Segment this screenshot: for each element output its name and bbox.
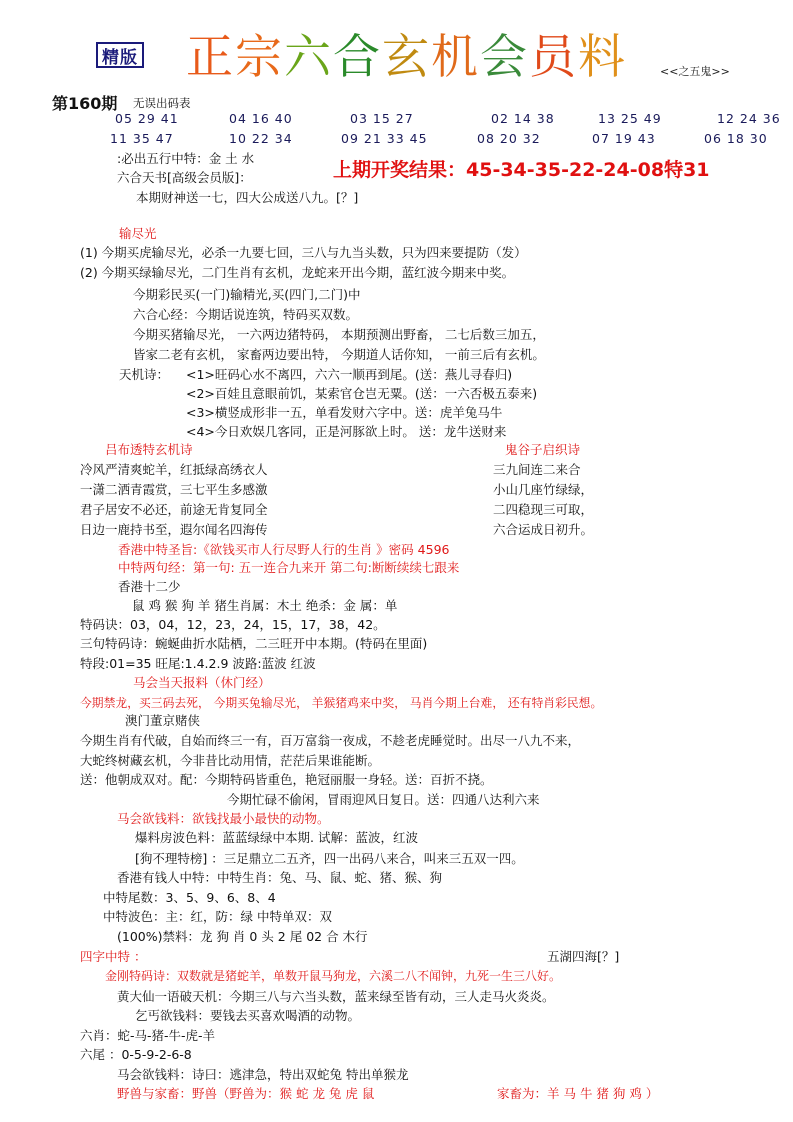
grid-cell: 09 21 33 45 (341, 131, 428, 146)
text-line: (1) 今期买虎输尽光，必杀一九要七回，三八与九当头数，只为四来要提防（发） (80, 245, 527, 260)
grid-cell: 05 29 41 (115, 111, 179, 126)
section-heading: 输尽光 (119, 226, 157, 241)
text-line: 香港十二少 (118, 579, 181, 594)
text-line: (2) 今期买绿输尽光，二门生肖有玄机，龙蛇来开出今期，蓝红波今期来中奖。 (80, 265, 515, 280)
text-line: 今期忙碌不偷闲，冒雨迎风日复日。送：四通八达利六来 (227, 792, 540, 807)
text-line: 金刚特码诗：双数就是猪蛇羊，单数开鼠马狗龙，六溪二八不闻钟，九死一生三八好。 (105, 969, 562, 983)
title-char: 正 (186, 30, 235, 85)
text-line: <4>今日欢娱几客同，正是河豚欲上时。 送：龙牛送财来 (186, 424, 507, 439)
text-line: [狗不理特榜] ：三足鼎立二五齐，四一出码八来合，叫来三五双一四。 (135, 851, 524, 866)
text-line: 中特波色：主：红，防：绿 中特单双：双 (103, 909, 332, 924)
text-line: 六肖：蛇-马-猪-牛-虎-羊 (80, 1028, 216, 1043)
grid-cell: 02 14 38 (491, 111, 555, 126)
grid-cell: 13 25 49 (598, 111, 662, 126)
tianshu-line: 六合天书[高级会员版]： (117, 170, 252, 185)
text-line: 乞丐欲钱料：要钱去买喜欢喝酒的动物。 (135, 1008, 361, 1023)
text-line: (100%)禁料：龙 狗 肖 0 头 2 尾 02 合 木行 (117, 929, 368, 944)
grid-cell: 06 18 30 (704, 131, 768, 146)
text-line: 野兽与家畜：野兽（野兽为：猴 蛇 龙 兔 虎 鼠 (117, 1086, 375, 1101)
text-line: 特码诀：03，04，12，23，24，15，17，38，42。 (80, 617, 386, 632)
poem-line: 小山几座竹绿绿， (493, 482, 594, 497)
text-line: 今期禁龙，买三码去死， 今期买兔输尽光， 羊猴猪鸡来中奖， 马肖今期上台难， 还有特肖彩民想。 (80, 696, 603, 710)
text-line: 六尾 ：0-5-9-2-6-8 (80, 1047, 192, 1062)
grid-cell: 04 16 40 (229, 111, 293, 126)
poem-line: 日边一鹿持书至，遐尔闻名四海传 (80, 522, 268, 537)
title-char: 料 (578, 30, 627, 85)
poem-line: 二四稳现三可取， (493, 502, 594, 517)
poem-line: 冷风严清爽蛇羊，红抵绿高绣衣人 (80, 462, 268, 477)
text-line: 特段:01=35 旺尾:1.4.2.9 波路:蓝波 红波 (80, 656, 316, 671)
text-line: 鼠 鸡 猴 狗 羊 猪生肖属：木土 绝杀：金 属：单 (132, 598, 398, 613)
title-char: 员 (529, 30, 578, 85)
text-line: 四字中特 ： (80, 949, 147, 964)
tianji-label: 天机诗： (119, 367, 170, 382)
text-line: 六合心经：今期话说连筑，特码买双数。 (133, 307, 359, 322)
title-char: 宗 (235, 30, 284, 85)
text-line: 马会欲钱料：诗曰：逃津急，特出双蛇兔 特出单猴龙 (117, 1067, 409, 1082)
text-line: 爆料房波色料：蓝蓝绿绿中本期. 试解：蓝波，红波 (135, 830, 418, 845)
text-line: <2>百娃且意眼前饥，某索官仓岂无粟。(送：一六否极五泰来) (186, 386, 538, 401)
text-line: <3>横竖成形非一五，单看发财六字中。送：虎羊兔马牛 (186, 405, 503, 420)
grid-cell: 10 22 34 (229, 131, 293, 146)
text-line: 黄大仙一语破天机：今期三八与六当头数，蓝来绿至皆有动，三人走马火炎炎。 (117, 989, 555, 1004)
poem-line: 一潇二洒青霞赏，三七平生多感激 (80, 482, 268, 497)
grid-cell: 07 19 43 (592, 131, 656, 146)
text-line: 香港中特圣旨:《欲钱买市人行尽野人行的生肖 》密码 4596 (118, 542, 450, 557)
page-subtitle: <<之五鬼>> (660, 65, 730, 78)
issue-number: 第160期 (52, 94, 118, 113)
grid-cell: 11 35 47 (110, 131, 174, 146)
text-line: 香港有钱人中特：中特生肖：兔、马、鼠、蛇、猪、猴、狗 (117, 870, 443, 885)
section-heading: 鬼谷子启织诗 (505, 442, 581, 457)
text-line: <1>旺码心水不离四，六六一顺再到尾。(送：燕儿寻春归) (186, 367, 513, 382)
text-line: 中特两句经：第一句: 五一连合九来开 第二句:断断续续七跟来 (118, 560, 460, 575)
caishen-line: 本期财神送一七，四大公成送八九。[？] (136, 190, 359, 205)
poem-line: 六合运成日初升。 (493, 522, 594, 537)
issue-note: 无误出码表 (133, 96, 191, 110)
text-line: 今期生肖有代破，自始而终三一有，百万富翁一夜成，不趁老虎睡觉时。出尽一八九不来， (80, 733, 581, 748)
text-line: 三句特码诗：蜿蜒曲折水陆栖，二三旺开中本期。(特码在里面) (80, 636, 428, 651)
poem-line: 三九间连二来合 (493, 462, 581, 477)
last-result: 上期开奖结果：45-34-35-22-24-08特31 (333, 159, 710, 181)
section-heading: 马会当天报料（休门经） (133, 675, 271, 690)
text-line: 中特尾数：3、5、9、6、8、4 (103, 890, 276, 905)
text-line: 马会欲钱料：欲钱找最小最快的动物。 (117, 811, 330, 826)
title-char: 机 (431, 30, 480, 85)
title-char: 会 (480, 30, 529, 85)
text-line: 送：他朝成双对。配：今期特码皆重色，艳冠丽服一身轻。送：百折不挠。 (80, 772, 493, 787)
text-line: 五湖四海[？] (547, 949, 620, 964)
text-line: 皆家二老有玄机， 家畜两边要出特， 今期道人话你知， 一前三后有玄机。 (133, 347, 545, 362)
text-line: 大蛇终树藏玄机，今非昔比动用情，茫茫后果谁能断。 (80, 753, 381, 768)
grid-cell: 12 24 36 (717, 111, 781, 126)
poem-line: 君子居安不必还，前途无肯复同全 (80, 502, 268, 517)
text-line: 今期彩民买(一门)输精光,买(四门,二门)中 (133, 287, 361, 302)
title-char: 六 (284, 30, 333, 85)
title-char: 玄 (382, 30, 431, 85)
title-char: 合 (333, 30, 382, 85)
page-title (186, 30, 627, 86)
grid-cell: 03 15 27 (350, 111, 414, 126)
wuxing-line: :必出五行中特：金 土 水 (117, 151, 255, 166)
section-heading: 吕布透特玄机诗 (105, 442, 193, 457)
grid-cell: 08 20 32 (477, 131, 541, 146)
text-line: 澳门董京赌侠 (125, 713, 201, 728)
text-line: 家畜为：羊 马 牛 猪 狗 鸡 ） (497, 1086, 659, 1101)
text-line: 今期买猪输尽光， 一六两边猪特码， 本期预测出野畜， 二七后数三加五， (133, 327, 545, 342)
edition-badge: 精版 (96, 42, 144, 68)
